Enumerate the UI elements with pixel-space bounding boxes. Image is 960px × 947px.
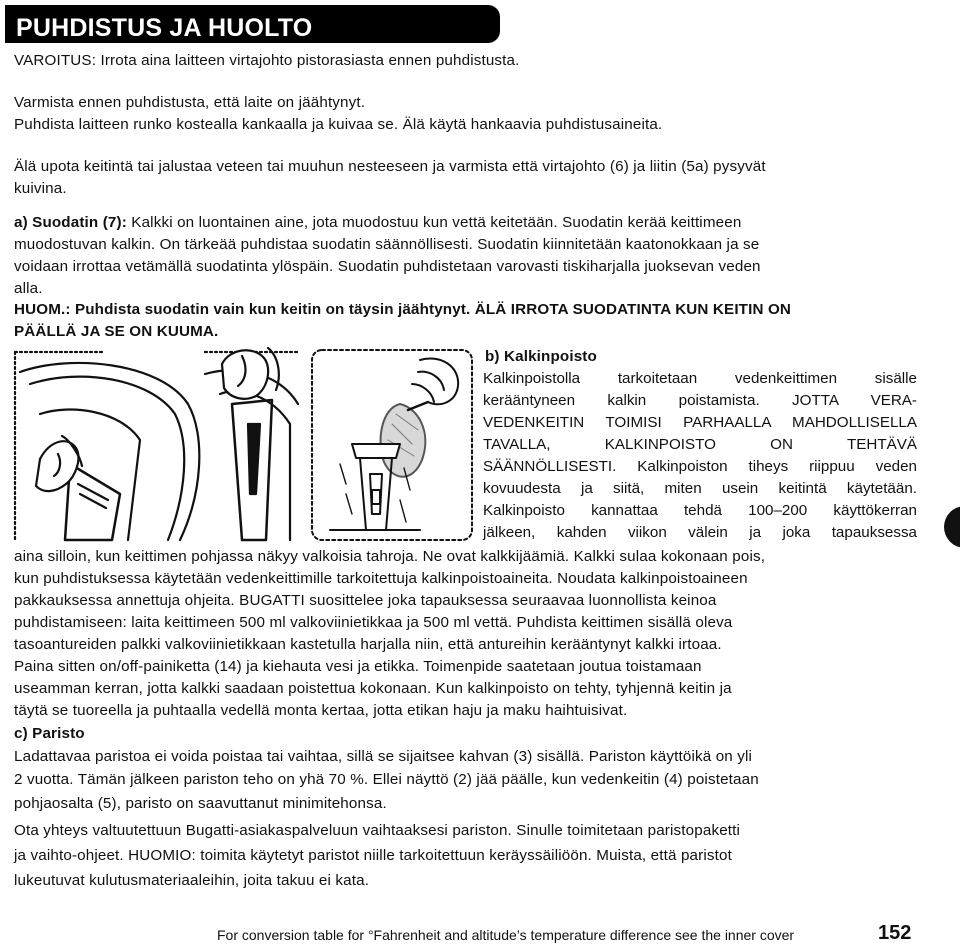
filter-note-line-2: PÄÄLLÄ JA SE ON KUUMA. <box>14 323 219 340</box>
descaling-line-6: Paina sitten on/off-painiketta (14) ja kiehauta vesi ja etikka. Toimenpide saatetaan joutua toistamaan <box>14 658 702 675</box>
descaling-line-3: pakkauksessa annettuja ohjeita. BUGATTI suosittelee joka tapauksessa seuraavaa luonnollista keinoa <box>14 592 717 609</box>
descaling-side-line-2: kerääntyneen kalkin poistamista. JOTTA VERA- <box>483 392 917 409</box>
battery-label: c) Paristo <box>14 725 85 742</box>
descaling-side-line-8: jälkeen, kahden viikon välein ja joka tapauksessa <box>483 524 917 541</box>
descaling-side-line-7: Kalkinpoisto kannattaa tehdä 100–200 käyttökerran <box>483 502 917 519</box>
descaling-line-5: tasoantureiden palkki valkoviinietikkaan kastetulla harjalla niin, että antureihin kerääntynyt kalkki irtoaa. <box>14 636 722 653</box>
filter-label: a) Suodatin (7): <box>14 214 127 231</box>
filter-line-2: muodostuvan kalkin. On tärkeää puhdistaa suodatin säännöllisesti. Suodatin kiinnitetään kaatonokkaan ja se <box>14 236 760 253</box>
filter-text: Kalkki on luontainen aine, jota muodostuu kun vettä keitetään. Suodatin kerää keittimeen <box>126 214 742 231</box>
section-tab-marker <box>944 506 960 548</box>
filter-removal-illustration <box>10 344 300 544</box>
descaling-label: b) Kalkinpoisto <box>485 348 597 365</box>
descaling-side-line-4: TAVALLA, KALKINPOISTO ON TEHTÄVÄ <box>483 436 917 453</box>
battery-line-4: Ota yhteys valtuutettuun Bugatti-asiakaspalveluun vaihtaaksesi pariston. Sinulle toimitetaan paristopaketti <box>14 822 741 839</box>
battery-line-3: pohjaosalta (5), paristo on saavuttanut minimitehonsa. <box>14 795 387 812</box>
immersion-line-2: kuivina. <box>14 180 67 197</box>
filter-line-4: alla. <box>14 280 43 297</box>
filter-paragraph-line-1 <box>14 212 741 234</box>
descaling-line-1: aina silloin, kun keittimen pohjassa näkyy valkoisia tahroja. Ne ovat kalkkijäämiä. Kalkki sulaa kokonaan pois, <box>14 548 766 565</box>
page-number: 152 <box>878 922 912 944</box>
intro-line-1: Varmista ennen puhdistusta, että laite on jäähtynyt. <box>14 94 366 111</box>
descaling-side-line-3: VEDENKEITIN TOIMISI PARHAALLA MAHDOLLISELLA <box>483 414 917 431</box>
descaling-side-line-6: kovuudesta ja siitä, miten usein keitintä käytetään. <box>483 480 917 497</box>
descaling-line-4: puhdistamiseen: laita keittimeen 500 ml valkoviinietikkaa ja 500 ml vettä. Puhdista keittimen sisällä oleva <box>14 614 733 631</box>
descaling-line-2: kun puhdistuksessa käytetään vedenkeittimille tarkoitettuja kalkinpoistoaineita. Noudata kalkinpoistoaineen <box>14 570 748 587</box>
warning-text: VAROITUS: Irrota aina laitteen virtajohto pistorasiasta ennen puhdistusta. <box>14 52 520 69</box>
descaling-side-line-1: Kalkinpoistolla tarkoitetaan vedenkeittimen sisälle <box>483 370 917 387</box>
battery-line-2: 2 vuotta. Tämän jälkeen pariston teho on yhä 70 %. Ellei näyttö (2) jää päälle, kun vedenkeitin (4) poistetaan <box>14 771 759 788</box>
descaling-line-8: täytä se tuoreella ja puhtaalla vedellä monta kertaa, jotta etikan haju ja maku haihtuisivat. <box>14 702 628 719</box>
descaling-side-line-5: SÄÄNNÖLLISESTI. Kalkinpoiston tiheys riippuu veden <box>483 458 917 475</box>
battery-line-1: Ladattavaa paristoa ei voida poistaa tai vaihtaa, sillä se sijaitsee kahvan (3) sisällä. Pariston käyttöikä on yli <box>14 748 753 765</box>
battery-line-6: lukeutuvat kulutusmateriaaleihin, joita takuu ei kata. <box>14 872 370 889</box>
descaling-line-7: useamman kerran, jotta kalkki saadaan poistettua kokonaan. Kun kalkinpoisto on tehty, tyhjennä keitin ja <box>14 680 732 697</box>
section-title: PUHDISTUS JA HUOLTO <box>16 14 313 42</box>
battery-line-5: ja vaihto-ohjeet. HUOMIO: toimita käytetyt paristot niille tarkoitettuun keräyssäiliöön. Muista, että paristot <box>14 847 732 864</box>
section-header-bar <box>5 5 500 43</box>
intro-line-2: Puhdista laitteen runko kostealla kankaalla ja kuivaa se. Älä käytä hankaavia puhdistusaineita. <box>14 116 663 133</box>
filter-note-line-1: HUOM.: Puhdista suodatin vain kun keitin on täysin jäähtynyt. ÄLÄ IRROTA SUODATINTA KUN KEITIN ON <box>14 301 792 318</box>
immersion-line-1: Älä upota keitintä tai jalustaa veteen tai muuhun nesteeseen ja varmista että virtajohto (6) ja liitin (5a) pysyvät <box>14 158 766 175</box>
filter-line-3: voidaan irrottaa vetämällä suodatinta ylöspäin. Suodatin puhdistetaan varovasti tiskiharjalla juoksevan veden <box>14 258 761 275</box>
footer-note: For conversion table for °Fahrenheit and altitude’s temperature difference see the inner cover <box>217 927 795 943</box>
filter-brushing-illustration <box>300 344 480 544</box>
